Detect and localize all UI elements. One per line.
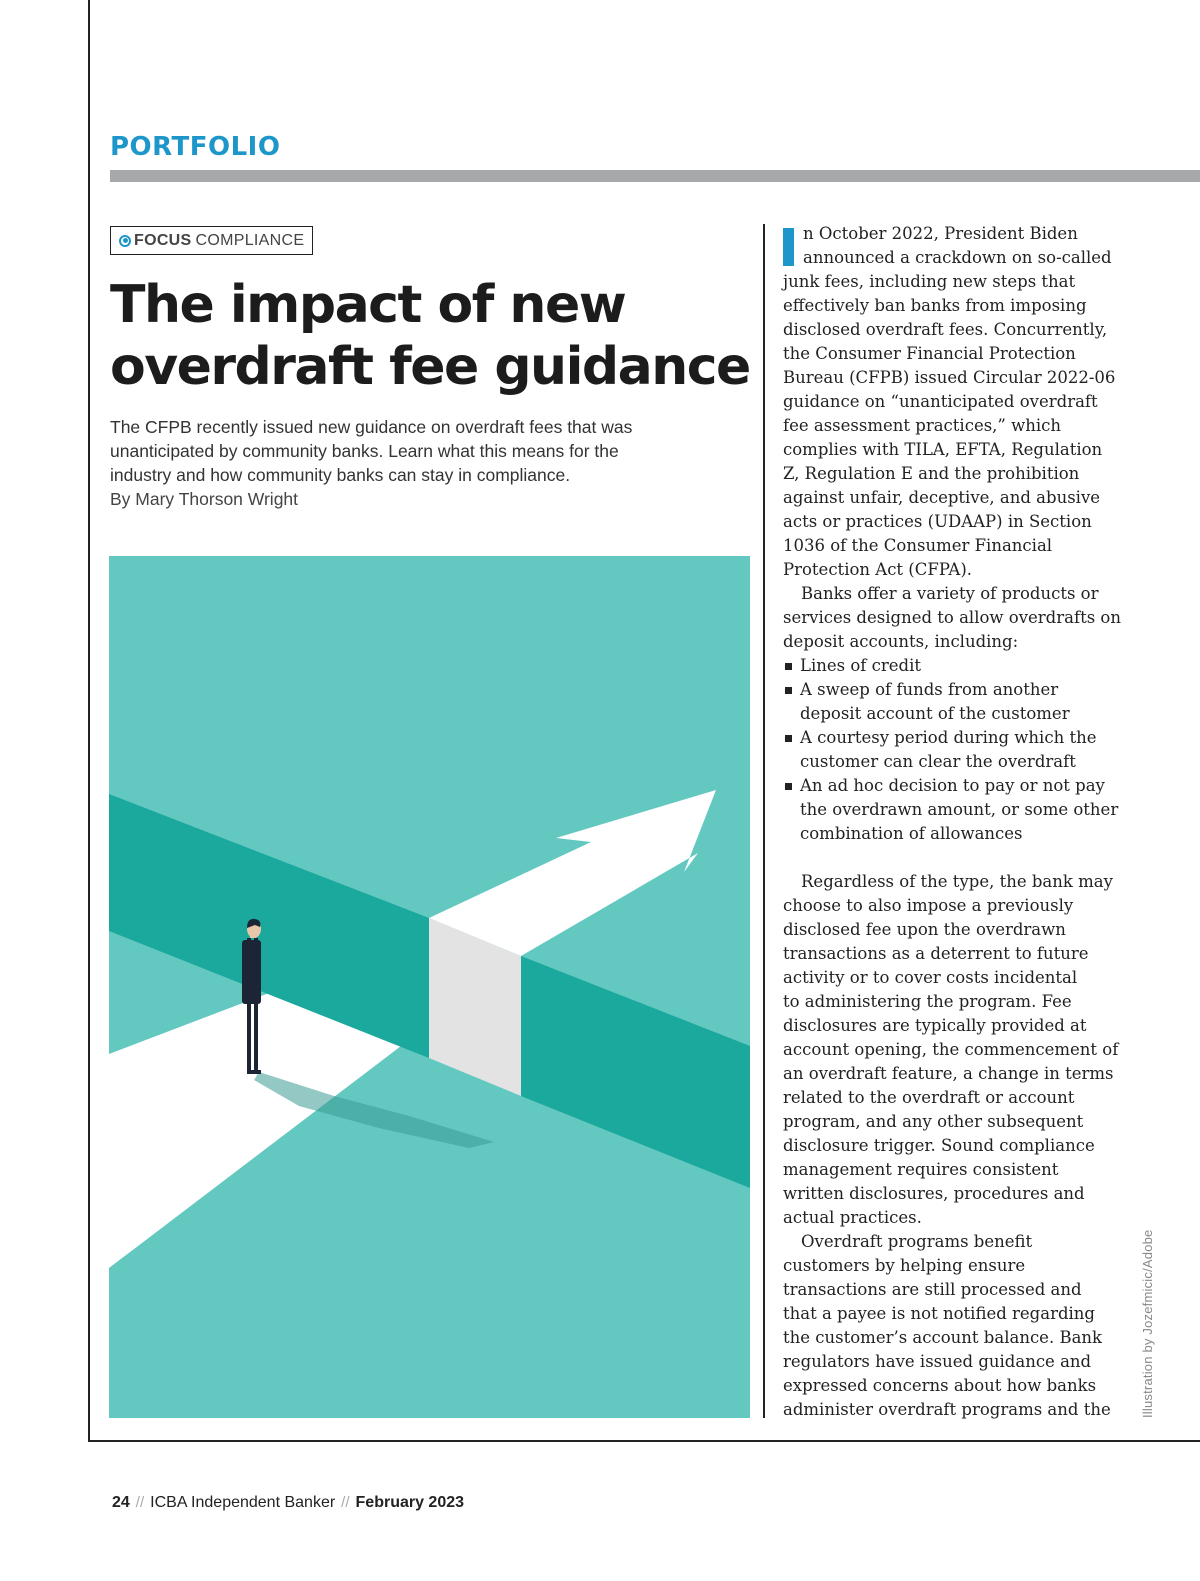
bullet-item: A sweep of funds from another — [783, 678, 1113, 702]
body-line: deposit accounts, including: — [783, 632, 1019, 651]
body-line: account opening, the commencement of — [783, 1040, 1119, 1059]
body-line: the Consumer Financial Protection — [783, 344, 1076, 363]
body-line: Bureau (CFPB) issued Circular 2022-06 — [783, 368, 1116, 387]
body-line: effectively ban banks from imposing — [783, 296, 1087, 315]
body-line: fee assessment practices,” which — [783, 416, 1061, 435]
section-label: PORTFOLIO — [110, 132, 281, 162]
bullet-item: An ad hoc decision to pay or not pay — [783, 774, 1113, 798]
focus-target-icon — [119, 235, 131, 247]
body-line: Protection Act (CFPA). — [783, 560, 973, 579]
page-frame-bottom — [88, 1440, 1200, 1442]
body-line: Overdraft programs benefit — [801, 1232, 1033, 1251]
bullet-item: A courtesy period during which the — [783, 726, 1113, 750]
body-line: n October 2022, President Biden — [803, 224, 1078, 243]
body-line: choose to also impose a previously — [783, 896, 1074, 915]
headline-line-2: overdraft fee guidance — [110, 337, 750, 397]
body-line: 1036 of the Consumer Financial — [783, 536, 1053, 555]
body-line: guidance on “unanticipated overdraft — [783, 392, 1098, 411]
article-illustration — [109, 556, 750, 1418]
illustration-credit: Illustration by Jozefmicic/Adobe — [1140, 1229, 1155, 1418]
article-dek — [110, 415, 730, 487]
page-footer — [112, 1494, 464, 1512]
bullet-item-continued: the overdrawn amount, or some other — [800, 800, 1119, 819]
bullet-item-continued: combination of allowances — [800, 824, 1023, 843]
body-line: regulators have issued guidance and — [783, 1352, 1092, 1371]
body-line: the customer’s account balance. Bank — [783, 1328, 1103, 1347]
focus-tag — [110, 226, 313, 255]
body-line: announced a crackdown on so-called — [803, 248, 1112, 267]
publication-name: ICBA Independent Banker — [150, 1494, 336, 1511]
body-line: that a payee is not notified regarding — [783, 1304, 1095, 1323]
body-line: expressed concerns about how banks — [783, 1376, 1097, 1395]
body-line: to administering the program. Fee — [783, 992, 1072, 1011]
page-frame-left — [88, 0, 90, 1442]
bullet-item: Lines of credit — [783, 654, 1113, 678]
body-line: disclosed overdraft fees. Concurrently, — [783, 320, 1108, 339]
body-line: management requires consistent — [783, 1160, 1059, 1179]
body-line: administer overdraft programs and the — [783, 1400, 1111, 1419]
bullet-item-continued: customer can clear the overdraft — [800, 752, 1076, 771]
body-line: complies with TILA, EFTA, Regulation — [783, 440, 1103, 459]
body-line: disclosure trigger. Sound compliance — [783, 1136, 1095, 1155]
body-line: junk fees, including new steps that — [783, 272, 1076, 291]
body-line: Z, Regulation E and the prohibition — [783, 464, 1080, 483]
body-line: transactions are still processed and — [783, 1280, 1082, 1299]
headline-line-1: The impact of new — [110, 275, 626, 335]
issue-date: February 2023 — [355, 1494, 465, 1511]
footer-separator: // — [135, 1494, 145, 1511]
body-line: actual practices. — [783, 1208, 922, 1227]
column-rule — [763, 224, 765, 1418]
body-line: transactions as a deterrent to future — [783, 944, 1089, 963]
focus-topic: COMPLIANCE — [195, 231, 305, 249]
body-line: acts or practices (UDAAP) in Section — [783, 512, 1092, 531]
byline: By Mary Thorson Wright — [110, 489, 299, 509]
body-line: an overdraft feature, a change in terms — [783, 1064, 1114, 1083]
body-line: written disclosures, procedures and — [783, 1184, 1085, 1203]
body-line: disclosed fee upon the overdrawn — [783, 920, 1066, 939]
page-number: 24 — [112, 1494, 130, 1511]
dek-line: industry and how community banks can stay in compliance. — [110, 465, 571, 485]
body-line: related to the overdraft or account — [783, 1088, 1075, 1107]
dek-line: unanticipated by community banks. Learn what this means for the — [110, 441, 619, 461]
body-line: disclosures are typically provided at — [783, 1016, 1087, 1035]
body-line: against unfair, deceptive, and abusive — [783, 488, 1101, 507]
paragraph-gap — [783, 846, 1113, 870]
body-line: services designed to allow overdrafts on — [783, 608, 1121, 627]
article-headline — [110, 274, 750, 398]
section-rule — [110, 170, 1200, 182]
article-body — [783, 222, 1121, 1422]
bullet-item-continued: deposit account of the customer — [800, 704, 1070, 723]
body-line: customers by helping ensure — [783, 1256, 1026, 1275]
footer-separator: // — [341, 1494, 350, 1511]
focus-label: FOCUS — [134, 231, 192, 249]
body-line: Banks offer a variety of products or — [801, 584, 1099, 603]
body-line: Regardless of the type, the bank may — [801, 872, 1113, 891]
drop-cap-bar — [783, 228, 794, 266]
dek-line: The CFPB recently issued new guidance on overdraft fees that was — [110, 417, 633, 437]
body-line: program, and any other subsequent — [783, 1112, 1084, 1131]
body-line: activity or to cover costs incidental — [783, 968, 1078, 987]
